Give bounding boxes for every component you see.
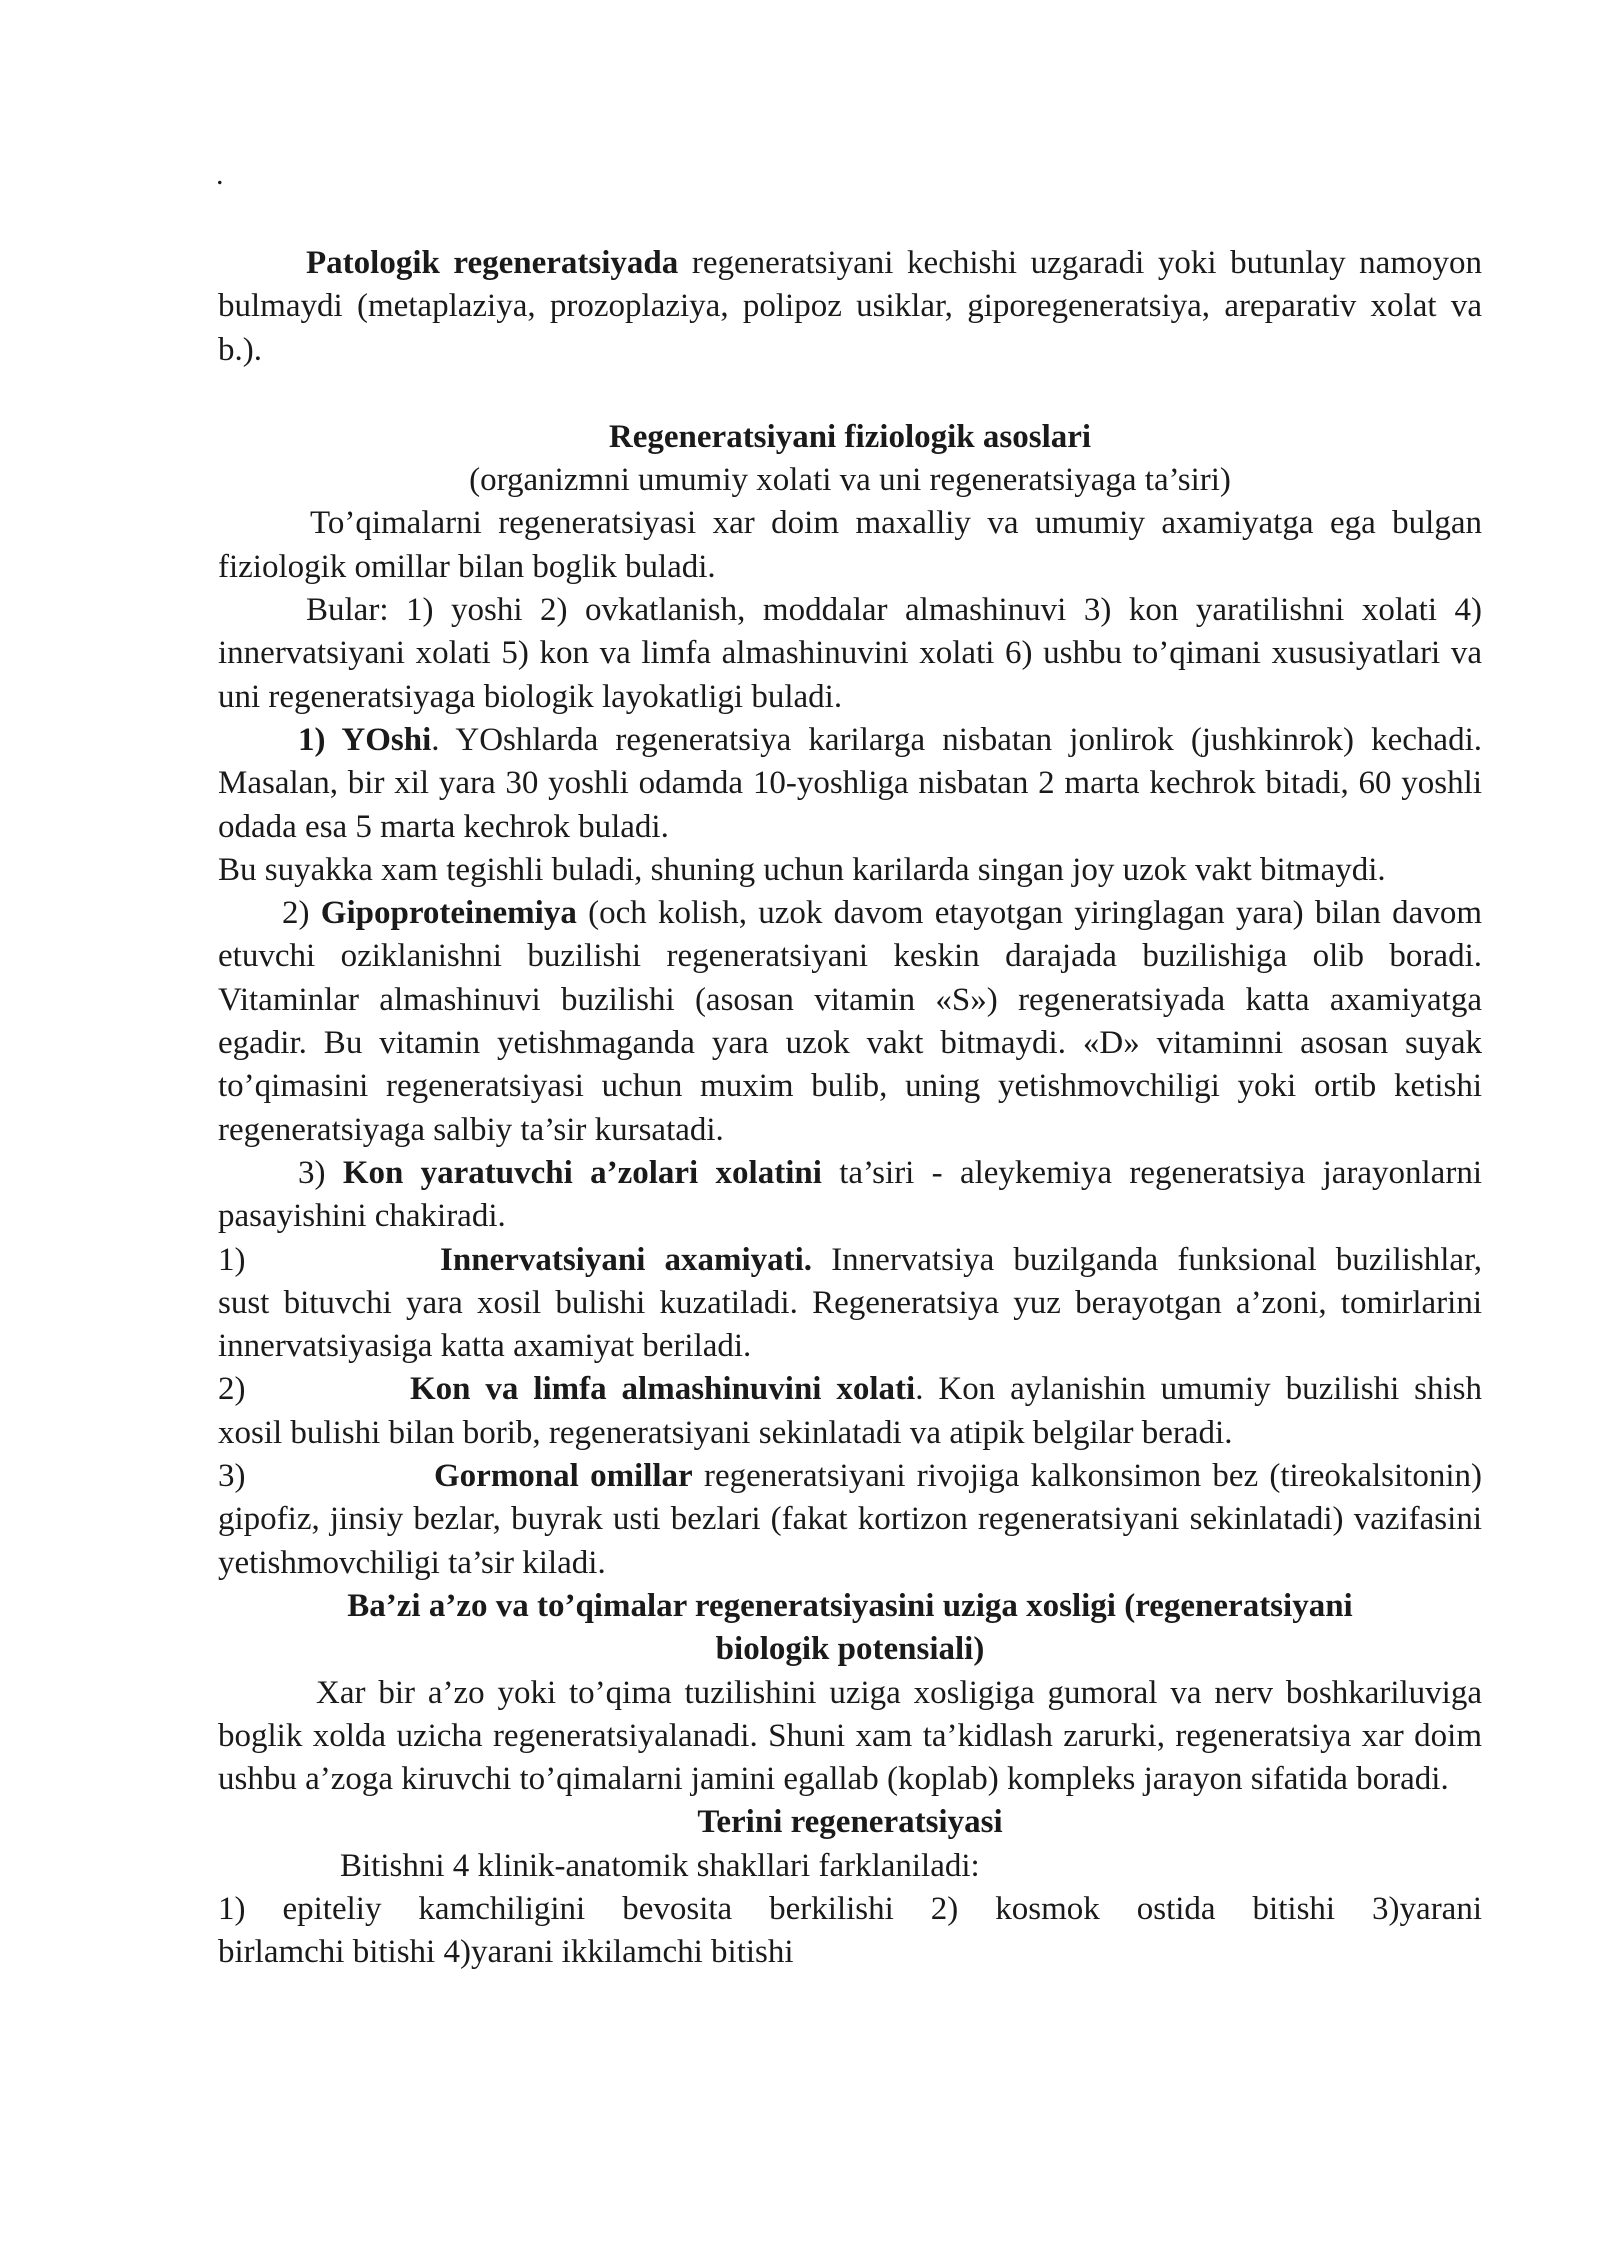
bold-term: Kon yaratuvchi a’zolari xolatini — [342, 1154, 822, 1191]
bold-term: 1) YOshi — [298, 721, 432, 758]
paragraph-innervation: 1) Innervatsiyani axamiyati. Innervatsiya buzilganda funksional buzilishlar, sust bituvchi yara xosil bulishi kuzatiladi. Regeneratsiya yuz berayotgan a’zoni, tomirlarini innervatsiyasiga katta axamiyat beriladi. — [218, 1241, 1482, 1365]
paragraph-factors-list: Bular: 1) yoshi 2) ovkatlanish, moddalar almashinuvi 3) kon yaratilishni xolati 4) innervatsiyani xolati 5) kon va limfa almashinuvini xolati 6) ushbu to’qimani xususiyatlari va uni regeneratsiyaga biologik layokatligi buladi. — [218, 592, 1482, 715]
paragraph-age: 1) YOshi. YOshlarda regeneratsiya karilarga nisbatan jonlirok (jushkinrok) kechadi. Masalan, bir xil yara 30 yoshli odamda 10-yoshliga nisbatan 2 marta kechrok bitadi, 60 yoshli odada esa 5 marta kechrok buladi. — [218, 721, 1482, 845]
paragraph-healing-forms: Bitishni 4 klinik-anatomik shakllari farklaniladi: — [340, 1847, 980, 1884]
bold-term: Gipoproteinemiya — [320, 895, 577, 932]
page-content — [218, 158, 1482, 1975]
paragraph-bone: Bu suyakka xam tegishli buladi, shuning uchun karilarda singan joy uzok vakt bitmaydi. — [218, 851, 1386, 888]
section-heading-skin: Terini regeneratsiyasi — [697, 1804, 1003, 1841]
section-heading-organ-specificity: Ba’zi a’zo va to’qimalar regeneratsiyasini uziga xosligi (regeneratsiyani biologik potensiali) — [347, 1587, 1353, 1668]
section-subheading: (organizmni umumiy xolati va uni regeneratsiyaga ta’siri) — [469, 462, 1231, 499]
paragraph-hypoproteinemia: 2) Gipoproteinemiya (och kolish, uzok davom etayotgan yiringlagan yara) bilan davom etuvchi oziklanishni buzilishi regeneratsiyani keskin darajada buzilishiga olib boradi. Vitaminlar almashinuvi buzilishi (asosan vitamin «S») regeneratsiyada katta axamiyatga egadir. Bu vitamin yetishmaganda yara uzok vakt bitmaydi. «D» vitaminni asosan suyak to’qimasini regeneratsiyasi uchun muxim bulib, uning yetishmovchiligi yoki ortib ketishi regeneratsiyaga salbiy ta’sir kursatadi. — [218, 895, 1482, 1148]
bold-term: Kon va limfa almashinuvini xolati — [410, 1371, 916, 1408]
paragraph-pathological-regeneration: Patologik regeneratsiyada regeneratsiyani kechishi uzgaradi yoki butunlay namoyon bulmaydi (metaplaziya, prozoplaziya, polipoz usiklar, giporegeneratsiya, areparativ xolat va b.). — [218, 245, 1483, 368]
paragraph-organ-regeneration: Xar bir a’zo yoki to’qima tuzilishini uziga xosligiga gumoral va nerv boshkariluviga boglik xolda uzicha regeneratsiyalanadi. Shuni xam ta’kidlash zarurki, regeneratsiya xar doim ushbu a’zoga kiruvchi to’qimalarni jamini egallab (koplab) kompleks jarayon sifatida boradi. — [218, 1674, 1482, 1798]
bold-term: Innervatsiyani axamiyati. — [440, 1241, 813, 1278]
healing-forms-list-line1: 1) epiteliy kamchiligini bevosita berkilishi 2) kosmok ostida bitishi 3)yarani — [218, 1890, 1482, 1927]
section-heading-physiological-basis: Regeneratsiyani fiziologik asoslari — [608, 418, 1092, 455]
healing-forms-list-line2: birlamchi bitishi 4)yarani ikkilamchi bitishi — [218, 1934, 794, 1971]
top-mark: . — [216, 158, 224, 191]
bold-term: Gormonal omillar — [434, 1458, 693, 1495]
paragraph-blood-lymph: 2) Kon va limfa almashinuvini xolati. Kon aylanishin umumiy buzilishi shish xosil bulishi bilan borib, regeneratsiyani sekinlatadi va atipik belgilar beradi. — [218, 1371, 1482, 1451]
paragraph-hematopoietic: 3) Kon yaratuvchi a’zolari xolatini ta’siri - aleykemiya regeneratsiya jarayonlarni pasayishini chakiradi. — [218, 1154, 1482, 1235]
paragraph-hormonal: 3) Gormonal omillar regeneratsiyani rivojiga kalkonsimon bez (tireokalsitonin) gipofiz, jinsiy bezlar, buyrak usti bezlari (fakat kortizon regeneratsiyani sekinlatadi) vazifasini yetishmovchiligi ta’sir kiladi. — [218, 1458, 1483, 1581]
bold-term: Patologik regeneratsiyada — [306, 245, 679, 281]
paragraph-tissue-regeneration: To’qimalarni regeneratsiyasi xar doim maxalliy va umumiy axamiyatga ega bulgan fiziologik omillar bilan boglik buladi. — [218, 505, 1482, 585]
